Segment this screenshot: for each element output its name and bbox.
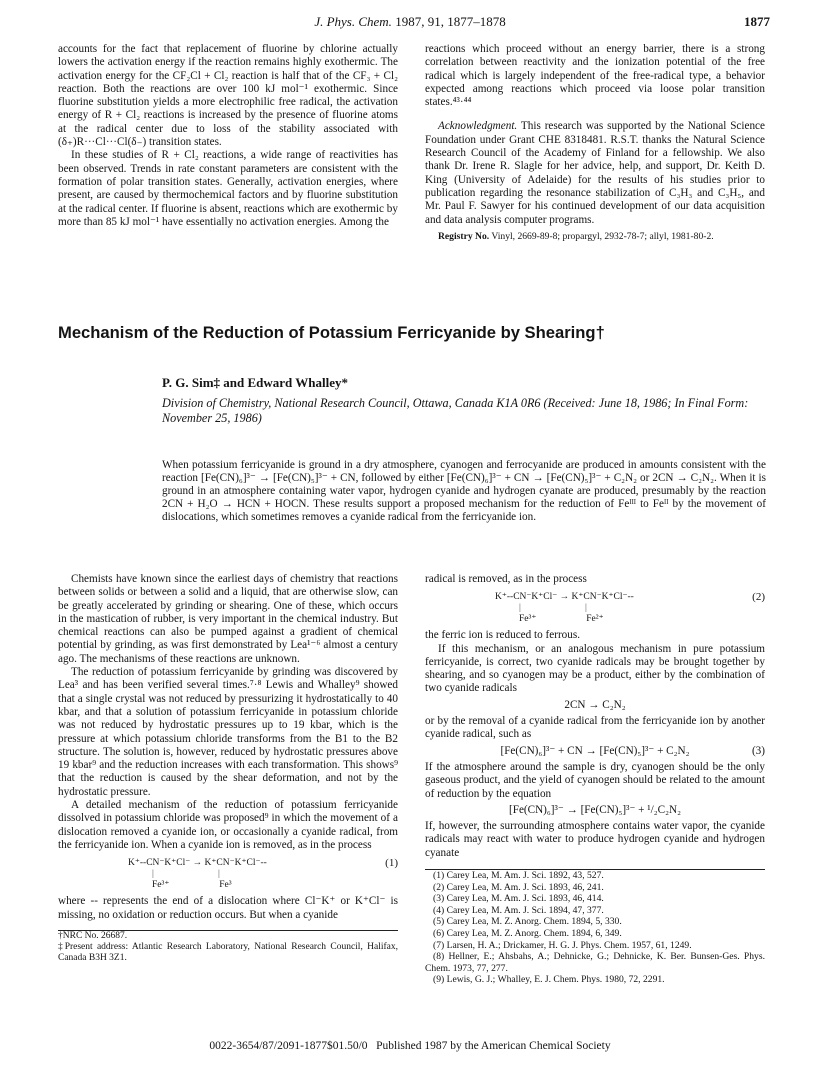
- article-authors: P. G. Sim‡ and Edward Whalley*: [162, 375, 349, 390]
- reference-item: (7) Larsen, H. A.; Drickamer, H. G. J. Phys. Chem. 1957, 61, 1249.: [433, 939, 692, 951]
- body-paragraph: or by the removal of a cyanide radical from the ferricyanide ion by another cyanide radical, such as: [425, 715, 765, 741]
- author-affiliation: Division of Chemistry, National Research Council, Ottawa, Canada K1A 0R6 (Received: June 18, 1986; In Final Form: November 25, 1986): [162, 396, 749, 425]
- body-paragraph: If this mechanism, or an analogous mechanism in pure potassium ferricyanide, is correct, two cyanide radicals may be brought together by shearing, and so cyanogen may be a product, either by the combination of two cyanide radicals: [425, 642, 765, 695]
- equation-3: [425, 745, 765, 758]
- body-paragraph: A detailed mechanism of the reduction of potassium ferricyanide dissolved in potassium chloride was proposed⁹ in which the movement of a dislocation removed a cyanide ion, or occasionally a cyanide radical, from the ferricyanide ion. When a cyanide ion is removed, as in the process: [58, 799, 398, 851]
- registry-numbers: [425, 231, 765, 243]
- prev-paragraph: In these studies of R + Cl₂ reactions, a wide range of reactivities has been observed. Trends in rate constant parameters are consistent with the formation of polar transition states. Generally, activation energies, where present, are caused by thermochemical factors and by fluorine substitution at the radical center. If fluorine is absent, reactions which are exothermic by more than 85 kJ mol⁻¹ have essentially no activation energies. Among the: [58, 149, 398, 228]
- scheme-1-iron: Fe³⁺ Fe³: [152, 880, 232, 891]
- body-right-column: [425, 573, 765, 986]
- references-list: [425, 870, 765, 986]
- acknowledgment: [425, 120, 765, 226]
- prev-article-left-column: [58, 43, 398, 229]
- equation-cyanogen: 2CN → C₂N₂: [564, 698, 626, 711]
- body-paragraph: If, however, the surrounding atmosphere contains water vapor, the cyanide radicals may react with water to produce hydrogen cyanide and hydrogen cyanate: [425, 820, 765, 859]
- scheme-1-number: (1): [385, 857, 398, 870]
- equation-yield: [Fe(CN)₆]³⁻ → [Fe(CN)₅]³⁻ + ¹/₂C₂N₂: [509, 803, 681, 816]
- scheme-2-iron: Fe³⁺ Fe²⁺: [519, 614, 604, 625]
- scheme-1-reaction: K⁺--CN⁻K⁺Cl⁻ → K⁺CN⁻K⁺Cl⁻--: [128, 858, 267, 869]
- scheme-2-bonds: | |: [519, 603, 587, 614]
- body-paragraph: Chemists have known since the earliest days of chemistry that reactions between solids or between a solid and a liquid, that are otherwise slow, can be greatly accelerated by grinding or shearing. One of these, which occurs in the mastication of rubber, is very important in the chemical industry. But chemical reactions can also be pumped against a gradient of chemical potential by grinding, as was first demonstrated by Lea¹⁻⁶ almost a century ago. The mechanisms of these reactions are unknown.: [58, 573, 398, 665]
- article-title: Mechanism of the Reduction of Potassium Ferricyanide by Shearing†: [58, 323, 605, 342]
- body-left-column: [58, 573, 398, 964]
- equation-3-number: (3): [751, 744, 765, 757]
- reference-item: (6) Carey Lea, M. Z. Anorg. Chem. 1894, 6, 349.: [433, 928, 622, 940]
- journal-volume-pages: 1987, 91, 1877–1878: [395, 14, 506, 29]
- abstract: When potassium ferricyanide is ground in a dry atmosphere, cyanogen and ferrocyanide are produced in amounts consistent with the reaction [Fe(CN)₆]³⁻ → [Fe(CN)₅]³⁻ + CN, followed by either [Fe(CN)₆]³⁻ + CN → [Fe(CN)₅]³⁻ + C₂N₂ or 2CN → C₂N₂. When it is ground in an atmosphere containing water vapor, hydrogen cyanide and hydrogen cyanate are produced, presumably by the reaction 2CN + H₂O → HCN + HOCN. These results support a proposed mechanism for the reduction of Feᴵᴵᴵ to Feᴵᴵ by the movement of dislocations, which sometimes removes a cyanide radical from the ferricyanide ion.: [162, 459, 766, 523]
- scheme-2-reaction: K⁺--CN⁻K⁺Cl⁻ → K⁺CN⁻K⁺Cl⁻--: [495, 592, 634, 603]
- reference-item: (3) Carey Lea, M. Am. J. Sci. 1893, 46, 414.: [433, 893, 604, 905]
- page-footer: 0022-3654/87/2091-1877$01.50/0 Published 1987 by the American Chemical Society: [209, 1040, 611, 1052]
- body-paragraph: where -- represents the end of a dislocation where Cl⁻K⁺ or K⁺Cl⁻ is missing, no oxidation or reduction occurs. But when a cyanide: [58, 895, 398, 921]
- registry-text: Vinyl, 2669-89-8; propargyl, 2932-78-7; allyl, 1981-80-2.: [491, 230, 714, 242]
- footnote: ‡Present address: Atlantic Research Laboratory, National Research Council, Halifax, Canada B3H 3Z1.: [58, 942, 398, 964]
- reference-item: (9) Lewis, G. J.; Whalley, E. J. Chem. Phys. 1980, 72, 2291.: [433, 974, 665, 986]
- scheme-2: [425, 592, 765, 625]
- reference-item: (1) Carey Lea, M. Am. J. Sci. 1892, 43, 527.: [433, 870, 604, 882]
- prev-paragraph: accounts for the fact that replacement of fluorine by chlorine actually lowers the activation energy if the reaction remains highly exothermic. The activation energy for the CF₂Cl + Cl₂ reaction is half that of the CF₃ + Cl₂ reaction. Both the reactions are over 100 kJ mol⁻¹ exothermic. Since fluorine substitution yields a more electrophilic free radical, the activation energy of R + Cl₂ reactions is increased by the presence of fluorine atoms at the radical center due to loss of the stability associated with (δ₊)R···Cl···Cl(δ₋) transition states.: [58, 43, 398, 149]
- reference-item: (8) Hellner, E.; Ahsbahs, A.; Dehnicke, G.; Dehnicke, K. Ber. Bunsen-Ges. Phys. Chem. 1973, 77, 277.: [425, 951, 765, 974]
- acknowledgment-text: This research was supported by the National Science Foundation under Grant CHE 8318481. R.S.T. thanks the Natural Science Research Council of the Academy of Finland for a fellowship. We also thank Dr. Irene R. Slagle for her advice, help, and support, Dr. Keith D. King (University of Adelaide) for the results of his studies prior to publication regarding the resonance stabilization of C₃H₃ and C₃H₅, and Mr. Paul F. Sawyer for his continued development of our data acquisition and data analysis computer programs.: [425, 120, 765, 226]
- reference-item: (4) Carey Lea, M. Am. J. Sci. 1894, 47, 377.: [433, 904, 604, 916]
- body-paragraph: If the atmosphere around the sample is dry, cyanogen should be the only gaseous product, and the yield of cyanogen should be related to the amount of reduction by the equation: [425, 760, 765, 800]
- body-paragraph: The reduction of potassium ferricyanide by grinding was discovered by Lea³ and has been verified several times.⁷·⁸ Lewis and Whalley⁹ showed that a single crystal was not reduced by pressurizing it hydrostatically to 40 kbar, and that a solution of potassium ferricyanide in potassium chloride was not reduced by hydrostatic pressures up to 19 kbar, which is the pressure at which potassium chloride transforms from the B1 to the B2 structure. The solution is, however, reduced by hydrostatic pressures above 19 kbar⁹ and the reduction increases with each transformation. This shows⁹ that the reduction is caused by the shear deformation, and not by the hydrostatic pressure.: [58, 666, 398, 798]
- body-paragraph: radical is removed, as in the process: [425, 573, 587, 585]
- body-paragraph: the ferric ion is reduced to ferrous.: [425, 629, 581, 642]
- reference-item: (5) Carey Lea, M. Z. Anorg. Chem. 1894, 5, 330.: [433, 916, 622, 928]
- reference-item: (2) Carey Lea, M. Am. J. Sci. 1893, 46, 241.: [433, 881, 604, 893]
- equation-3-text: [Fe(CN)₆]³⁻ + CN → [Fe(CN)₅]³⁻ + C₂N₂: [500, 744, 690, 757]
- journal-citation: [0, 14, 820, 30]
- scheme-1-bonds: | |: [152, 869, 220, 880]
- prev-article-right-column: [425, 43, 765, 243]
- prev-paragraph: reactions which proceed without an energy barrier, there is a strong correlation between reactivity and the ionization potential of the free radical which is largely independent of the free-radical type, a behavior expected among reactions which proceed via loose polar transition states.⁴³·⁴⁴: [425, 43, 765, 109]
- scheme-1: [58, 858, 398, 891]
- acknowledgment-label: Acknowledgment.: [438, 120, 518, 133]
- running-header: [0, 14, 820, 36]
- scheme-2-number: (2): [752, 591, 765, 604]
- journal-name: J. Phys. Chem.: [314, 14, 392, 29]
- page-number: 1877: [744, 14, 770, 29]
- registry-label: Registry No.: [438, 230, 490, 242]
- footnote: †NRC No. 26687.: [58, 930, 128, 941]
